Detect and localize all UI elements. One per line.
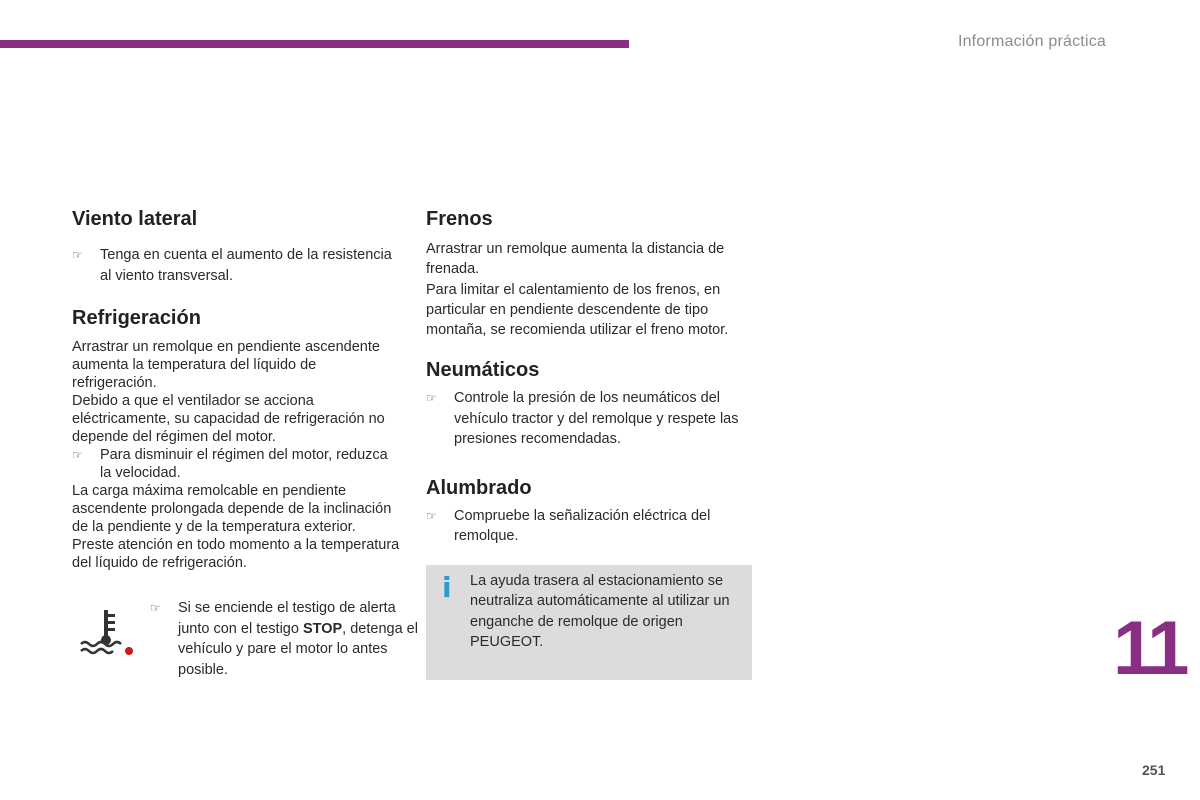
left-column [72, 205, 418, 678]
paragraph: Para limitar el calentamiento de los frenos, en particular en pendiente descendente de tipo montaña, se recomienda utilizar el freno motor. [426, 281, 729, 339]
paragraph: Arrastrar un remolque en pendiente ascendente aumenta la temperatura del líquido de refrigeración. [72, 339, 380, 391]
heading-viento-lateral: Viento lateral [72, 208, 198, 230]
heading-neumaticos: Neumáticos [426, 359, 540, 382]
coolant-temperature-warning-icon [78, 608, 134, 658]
bullet-neumaticos: ☞ Controle la presión de los neumáticos del vehículo tractor y del remolque y respete las presiones recomendadas. [426, 390, 739, 448]
info-icon: i [442, 571, 452, 604]
warning-row [72, 598, 418, 678]
paragraph: Arrastrar un remolque aumenta la distancia de frenada. [426, 241, 725, 278]
stop-label: STOP [302, 620, 343, 637]
pointing-hand-icon: ☞ [150, 601, 161, 615]
heading-frenos: Frenos [426, 208, 493, 230]
chapter-number: 11 [1113, 606, 1186, 691]
middle-column [426, 205, 756, 547]
paragraph: Debido a que el ventilador se acciona eléctricamente, su capacidad de refrigeración no depende del régimen del motor. [72, 393, 385, 445]
heading-alumbrado: Alumbrado [426, 476, 532, 499]
heading-refrigeracion: Refrigeración [72, 307, 201, 329]
section-title: Información práctica [957, 33, 1106, 50]
bullet-alumbrado: ☞ Compruebe la señalización eléctrica del remolque. [426, 507, 711, 545]
pointing-hand-icon: ☞ [426, 391, 437, 406]
paragraph: Preste atención en todo momento a la temperatura del líquido de refrigeración. [72, 537, 400, 571]
page-number: 251 [1142, 762, 1166, 778]
pointing-hand-icon: ☞ [72, 448, 83, 462]
info-box [426, 565, 752, 680]
top-accent-bar [0, 40, 629, 48]
bullet-viento: ☞ Tenga en cuenta el aumento de la resistencia al viento transversal. [72, 247, 392, 284]
paragraph: La carga máxima remolcable en pendiente ascendente prolongada depende de la inclinación de la pendiente y de la temperatura exterior. [72, 483, 392, 535]
pointing-hand-icon: ☞ [72, 248, 83, 262]
bullet-refrigeracion: ☞ Para disminuir el régimen del motor, reduzca la velocidad. [72, 447, 388, 481]
info-text: La ayuda trasera al estacionamiento se neutraliza automáticamente al utilizar un enganche de remolque de origen PEUGEOT. [470, 573, 730, 650]
warning-text: ☞ Si se enciende el testigo de alerta junto con el testigo STOP, detenga el vehículo y pare el motor lo antes posible. [150, 600, 418, 678]
pointing-hand-icon: ☞ [426, 508, 437, 523]
